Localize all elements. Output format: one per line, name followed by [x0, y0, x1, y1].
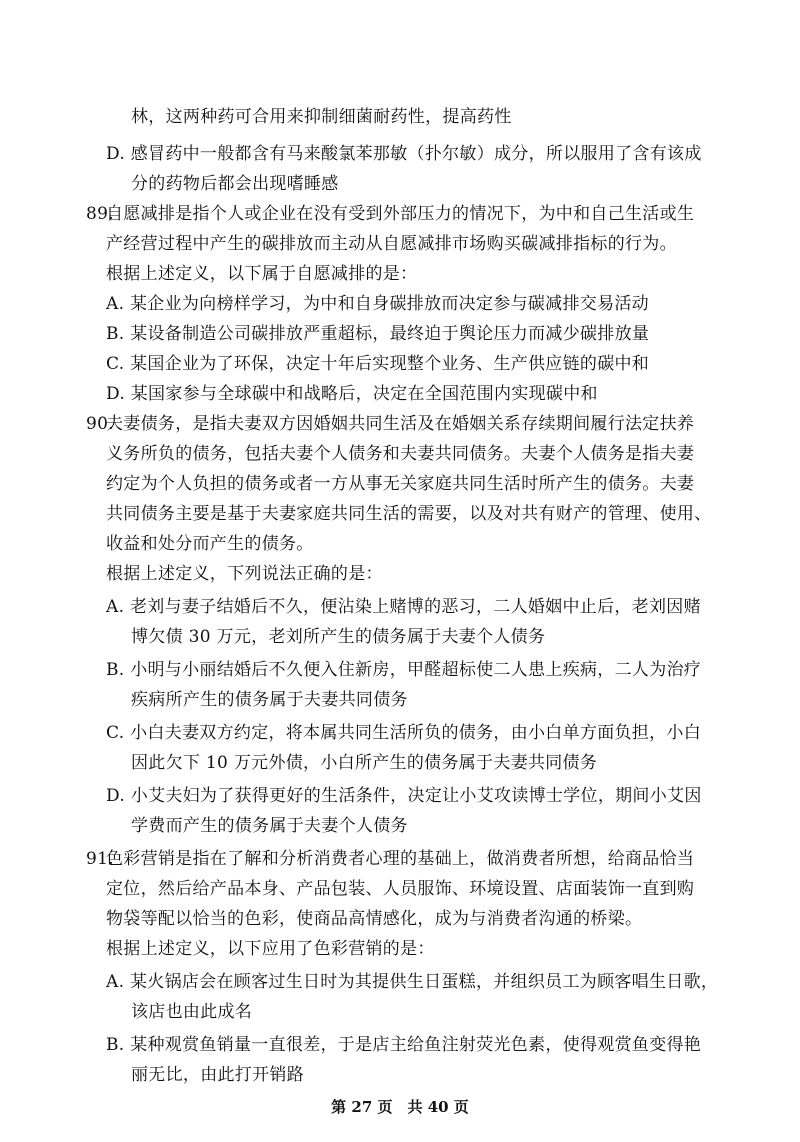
q90-stem-line5: 收益和处分而产生的债务。 [106, 534, 314, 554]
q90-stem-line2: 义务所负的债务，包括夫妻个人债务和夫妻共同债务。夫妻个人债务是指夫妻 [106, 444, 695, 464]
q89-prompt: 根据上述定义，以下属于自愿减排的是： [106, 264, 418, 284]
q89-option-a: A. 某企业为向榜样学习，为中和自身碳排放而决定参与碳减排交易活动 [106, 294, 649, 314]
q90-option-d-line2: 学费而产生的债务属于夫妻个人债务 [131, 816, 408, 836]
q90-option-a-line2: 博欠债 30 万元，老刘所产生的债务属于夫妻个人债务 [131, 627, 546, 647]
q91-option-b-line1: B. 某种观赏鱼销量一直很差，于是店主给鱼注射荧光色素，使得观赏鱼变得艳 [106, 1035, 702, 1055]
q90-option-c-line1: C. 小白夫妻双方约定，将本属共同生活所负的债务，由小白单方面负担，小白 [106, 723, 702, 743]
q91-option-a-line1: A. 某火锅店会在顾客过生日时为其提供生日蛋糕，并组织员工为顾客唱生日歌， [106, 972, 719, 992]
q91-number: 91. [86, 849, 114, 869]
q89-stem-line1: 自愿减排是指个人或企业在没有受到外部压力的情况下，为中和自己生活或生 [106, 204, 695, 224]
q90-option-b-line2: 疾病所产生的债务属于夫妻共同债务 [131, 690, 408, 710]
q90-stem-line3: 约定为个人负担的债务或者一方从事无关家庭共同生活时所产生的债务。夫妻 [106, 474, 695, 494]
q90-option-b-line1: B. 小明与小丽结婚后不久便入住新房，甲醛超标使二人患上疾病，二人为治疗 [106, 660, 702, 680]
q89-option-c: C. 某国企业为了环保，决定十年后实现整个业务、生产供应链的碳中和 [106, 354, 650, 374]
q91-option-a-line2: 该店也由此成名 [131, 1002, 253, 1022]
q90-option-a-line1: A. 老刘与妻子结婚后不久，便沾染上赌博的恶习，二人婚姻中止后，老刘因赌 [106, 597, 701, 617]
q89-option-d: D. 某国家参与全球碳中和战略后，决定在全国范围内实现碳中和 [106, 384, 598, 404]
q91-stem-line2: 定位，然后给产品本身、产品包装、人员服饰、环境设置、店面装饰一直到购 [106, 879, 695, 899]
q90-prompt: 根据上述定义，下列说法正确的是： [106, 564, 383, 584]
q90-stem-line1: 夫妻债务，是指夫妻双方因婚姻共同生活及在婚姻关系存续期间履行法定扶养 [106, 414, 695, 434]
q90-number: 90. [86, 414, 114, 434]
q89-number: 89. [86, 204, 114, 224]
page-number-footer: 第 27 页 共 40 页 [331, 1098, 469, 1116]
q91-prompt: 根据上述定义，以下应用了色彩营销的是： [106, 939, 435, 959]
prev-option-c-continuation: 林，这两种药可合用来抑制细菌耐药性，提高药性 [131, 107, 512, 127]
q90-option-d-line1: D. 小艾夫妇为了获得更好的生活条件，决定让小艾攻读博士学位，期间小艾因 [106, 786, 702, 806]
q89-stem-line2: 产经营过程中产生的碳排放而主动从自愿减排市场购买碳减排指标的行为。 [106, 234, 677, 254]
prev-option-d-line1: D. 感冒药中一般都含有马来酸氯苯那敏（扑尔敏）成分，所以服用了含有该成 [106, 144, 702, 164]
prev-option-d-line2: 分的药物后都会出现嗜睡感 [131, 174, 339, 194]
q91-option-b-line2: 丽无比，由此打开销路 [131, 1065, 304, 1085]
q89-option-b: B. 某设备制造公司碳排放严重超标，最终迫于舆论压力而减少碳排放量 [106, 324, 650, 344]
q90-stem-line4: 共同债务主要是基于夫妻家庭共同生活的需要，以及对共有财产的管理、使用、 [106, 504, 712, 524]
q90-option-c-line2: 因此欠下 10 万元外债，小白所产生的债务属于夫妻共同债务 [131, 753, 598, 773]
q91-stem-line1: 色彩营销是指在了解和分析消费者心理的基础上，做消费者所想，给商品恰当 [106, 849, 695, 869]
q91-stem-line3: 物袋等配以恰当的色彩，使商品高情感化，成为与消费者沟通的桥梁。 [106, 909, 643, 929]
